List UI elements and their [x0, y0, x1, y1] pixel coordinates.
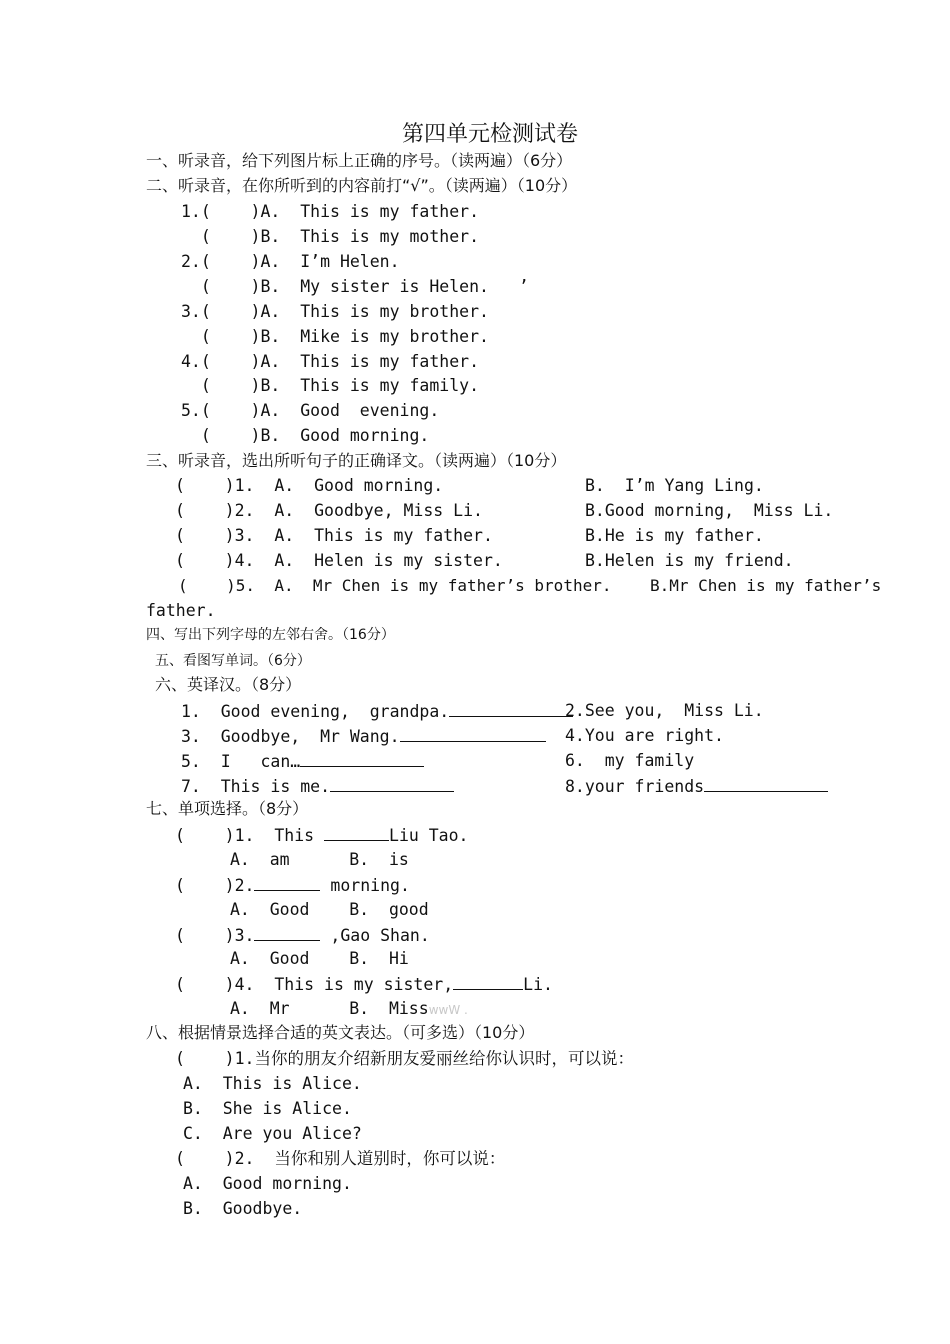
question-text: ( )3.: [175, 926, 255, 945]
part6-item: [565, 775, 828, 798]
part7-options: [230, 998, 468, 1021]
page-title: 第四单元检测试卷: [401, 122, 578, 147]
part2-line: ( )B. My sister is Helen. ’: [181, 277, 529, 296]
answer-blank[interactable]: [330, 775, 454, 792]
part6-item: [181, 700, 573, 723]
options-text: A. Mr B. Miss: [230, 999, 429, 1018]
part3-question-5-cont: father.: [146, 601, 216, 620]
question-text: Liu Tao.: [389, 826, 469, 845]
answer-blank[interactable]: [449, 700, 573, 717]
answer-blank[interactable]: [704, 775, 828, 792]
answer-blank[interactable]: [400, 725, 546, 742]
section-1-heading: 一、听录音，给下列图片标上正确的序号。（读两遍）（6分）: [146, 151, 573, 170]
section-5-heading: 五、看图写单词。（6分）: [155, 653, 311, 669]
watermark: wwW .: [428, 1003, 468, 1017]
question-text: ( )4. This is my sister,: [175, 975, 454, 994]
part2-line: 1.( )A. This is my father.: [181, 202, 480, 221]
part8-question: ( )2. 当你和别人道别时，你可以说：: [175, 1149, 506, 1168]
part2-line: ( )B. Mike is my brother.: [181, 327, 489, 346]
part2-line: 5.( )A. Good evening.: [181, 401, 440, 420]
part3-option-a: ( )2. A. Goodbye, Miss Li.: [175, 501, 483, 520]
question-text: ,Gao Shan.: [320, 926, 430, 945]
part6-item: [181, 725, 546, 748]
part8-question: ( )1.当你的朋友介绍新朋友爱丽丝给你认识时，可以说：: [175, 1049, 634, 1068]
part8-option: A. Good morning.: [183, 1174, 352, 1193]
part7-options: A. Good B. Hi: [230, 949, 409, 968]
part7-question: [175, 924, 430, 947]
answer-blank[interactable]: [254, 924, 320, 941]
part2-line: 4.( )A. This is my father.: [181, 352, 480, 371]
part3-option-b: B.Helen is my friend.: [585, 551, 794, 570]
part3-question-5: ( )5. A. Mr Chen is my father’s brother. B.Mr Chen is my father’s: [178, 576, 882, 595]
section-7-heading: 七、单项选择。（8分）: [146, 799, 309, 818]
part8-option: B. Goodbye.: [183, 1199, 303, 1218]
part6-item-text: 5. I can…: [181, 752, 301, 771]
part7-question: [175, 824, 469, 847]
part6-item: [181, 775, 454, 798]
part2-line: ( )B. This is my mother.: [181, 227, 480, 246]
part7-question: [175, 874, 410, 897]
part7-options: A. Good B. good: [230, 900, 429, 919]
section-3-heading: 三、听录音，选出所听句子的正确译文。（读两遍）（10分）: [146, 451, 567, 470]
section-6-heading: 六、英译汉。（8分）: [155, 675, 302, 694]
part7-question: [175, 973, 553, 996]
question-text: Li.: [523, 975, 553, 994]
section-8-heading: 八、根据情景选择合适的英文表达。（可多选）（10分）: [146, 1023, 535, 1042]
part8-option: B. She is Alice.: [183, 1099, 352, 1118]
part8-option: A. This is Alice.: [183, 1074, 362, 1093]
answer-blank[interactable]: [254, 874, 320, 891]
answer-blank[interactable]: [453, 973, 523, 990]
part8-option: C. Are you Alice?: [183, 1124, 362, 1143]
section-4-heading: 四、写出下列字母的左邻右舍。（16分）: [146, 627, 395, 643]
answer-blank[interactable]: [324, 824, 389, 841]
question-text: ( )1. This: [175, 826, 325, 845]
part3-option-b: B.Good morning, Miss Li.: [585, 501, 834, 520]
part7-options: A. am B. is: [230, 850, 409, 869]
part3-option-b: B. I’m Yang Ling.: [585, 476, 764, 495]
part2-line: ( )B. Good morning.: [181, 426, 430, 445]
part6-item-text: 3. Goodbye, Mr Wang.: [181, 727, 400, 746]
part6-item-text: 8.your friends: [565, 777, 705, 796]
part6-item-text: 7. This is me.: [181, 777, 331, 796]
part3-option-b: B.He is my father.: [585, 526, 764, 545]
part3-option-a: ( )4. A. Helen is my sister.: [175, 551, 503, 570]
part6-item: [181, 750, 424, 773]
question-text: morning.: [320, 876, 410, 895]
answer-blank[interactable]: [300, 750, 424, 767]
part2-line: 3.( )A. This is my brother.: [181, 302, 489, 321]
question-text: ( )2.: [175, 876, 255, 895]
section-2-heading: 二、听录音，在你所听到的内容前打“√”。（读两遍）（10分）: [146, 176, 578, 195]
part2-line: ( )B. This is my family.: [181, 376, 480, 395]
part6-item: 4.You are right.: [565, 726, 724, 745]
part3-option-a: ( )1. A. Good morning.: [175, 476, 444, 495]
part6-item-text: 1. Good evening, grandpa.: [181, 702, 450, 721]
part6-item: 6. my family: [565, 751, 695, 770]
part3-option-a: ( )3. A. This is my father.: [175, 526, 493, 545]
part2-line: 2.( )A. I’m Helen.: [181, 252, 400, 271]
part6-item: 2.See you, Miss Li.: [565, 701, 764, 720]
